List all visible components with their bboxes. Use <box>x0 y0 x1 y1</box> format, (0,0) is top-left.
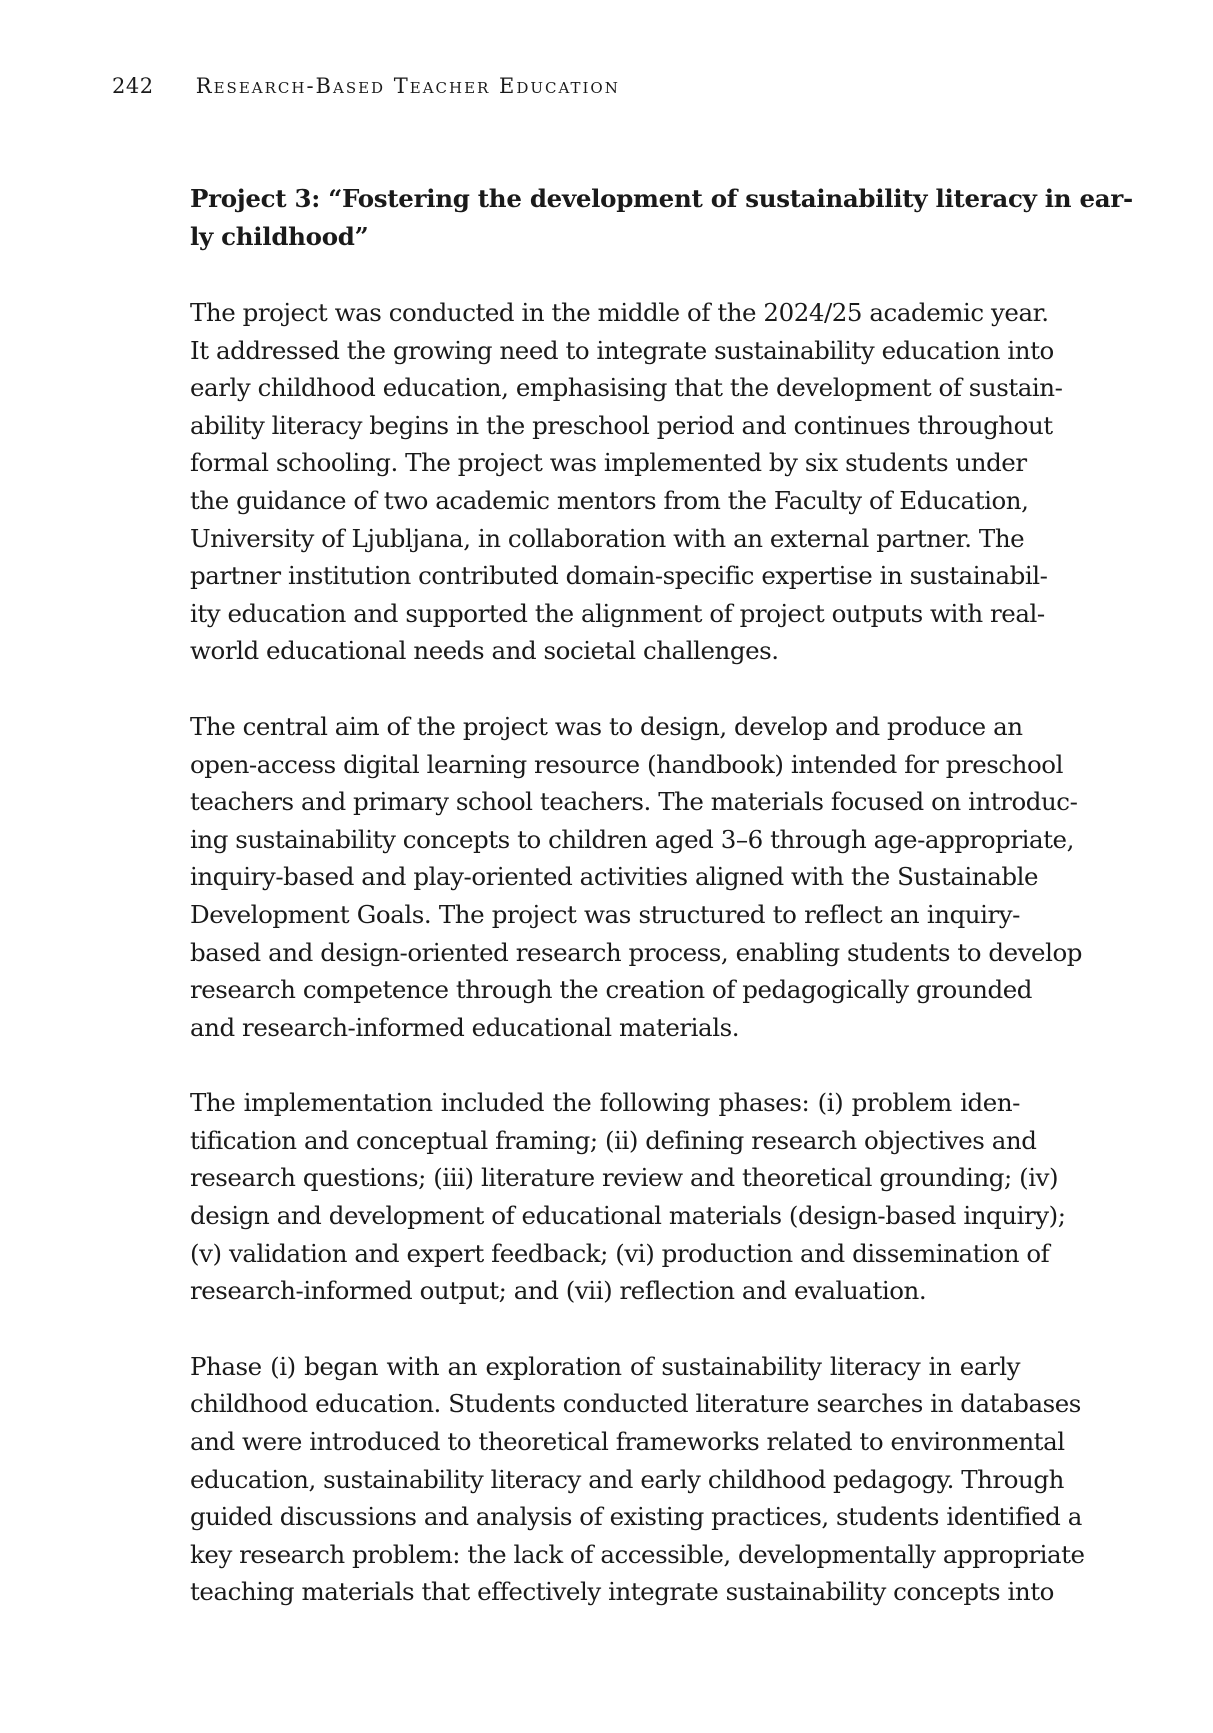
text-line: ing sustainability concepts to children aged 3–6 through age-appropriate, <box>190 824 1074 854</box>
text-line: (v) validation and expert feedback; (vi) production and dissemination of <box>190 1238 1050 1268</box>
paragraph <box>190 1084 1066 1310</box>
text-line: partner institution contributed domain-specific expertise in sustainabil- <box>190 561 1048 591</box>
text-line: formal schooling. The project was implemented by six students under <box>190 448 1027 478</box>
text-line: Development Goals. The project was structured to reflect an inquiry- <box>190 899 1020 929</box>
text-line: ability literacy begins in the preschool period and continues throughout <box>190 410 1053 440</box>
running-title: Research-Based Teacher Education <box>195 74 620 98</box>
text-line: design and development of educational materials (design-based inquiry); <box>190 1201 1066 1231</box>
text-line: open-access digital learning resource (handbook) intended for preschool <box>190 749 1063 779</box>
text-line: ity education and supported the alignment of project outputs with real- <box>190 598 1045 628</box>
text-line: The implementation included the following phases: (i) problem iden- <box>190 1088 1020 1118</box>
paragraph <box>190 294 1063 670</box>
text-line: The project was conducted in the middle of the 2024/25 academic year. <box>190 298 1049 327</box>
text-line: inquiry-based and play-oriented activities aligned with the Sustainable <box>190 862 1039 892</box>
paragraph <box>190 1348 1085 1611</box>
page-body <box>190 180 1133 1649</box>
text-line: early childhood education, emphasising that the development of sustain- <box>190 373 1063 403</box>
text-line: research questions; (iii) literature review and theoretical grounding; (iv) <box>190 1163 1059 1193</box>
text-line: research-informed output; and (vii) reflection and evaluation. <box>190 1276 927 1306</box>
text-line: research competence through the creation of pedagogically grounded <box>190 975 1033 1005</box>
text-line: key research problem: the lack of accessible, developmentally appropriate <box>190 1539 1085 1569</box>
text-line: and were introduced to theoretical frameworks related to environmental <box>190 1427 1065 1457</box>
running-head <box>112 74 620 98</box>
text-line: teaching materials that effectively integrate sustainability concepts into <box>190 1577 1054 1607</box>
text-line: Phase (i) began with an exploration of sustainability literacy in early <box>190 1351 1020 1381</box>
text-line: guided discussions and analysis of existing practices, students identified a <box>190 1502 1082 1532</box>
page-number: 242 <box>112 74 154 98</box>
text-line: and research-informed educational materials. <box>190 1012 740 1042</box>
paragraph <box>190 708 1083 1046</box>
text-line: teachers and primary school teachers. The materials focused on introduc- <box>190 787 1078 817</box>
text-line: The central aim of the project was to design, develop and produce an <box>190 711 1023 741</box>
text-line: It addressed the growing need to integrate sustainability education into <box>190 335 1054 365</box>
text-line: University of Ljubljana, in collaboration with an external partner. The <box>190 523 1025 553</box>
text-line: world educational needs and societal challenges. <box>190 636 779 666</box>
section-heading <box>190 180 1133 256</box>
body-text <box>190 294 1085 1611</box>
text-line: the guidance of two academic mentors from the Faculty of Education, <box>190 485 1029 515</box>
heading-line: Project 3: “Fostering the development of sustainability literacy in ear- <box>190 184 1133 213</box>
text-line: based and design-oriented research process, enabling students to develop <box>190 937 1083 967</box>
text-line: childhood education. Students conducted literature searches in databases <box>190 1389 1081 1419</box>
text-line: tification and conceptual framing; (ii) defining research objectives and <box>190 1125 1037 1155</box>
text-line: education, sustainability literacy and early childhood pedagogy. Through <box>190 1464 1064 1494</box>
heading-line: ly childhood” <box>190 222 369 251</box>
